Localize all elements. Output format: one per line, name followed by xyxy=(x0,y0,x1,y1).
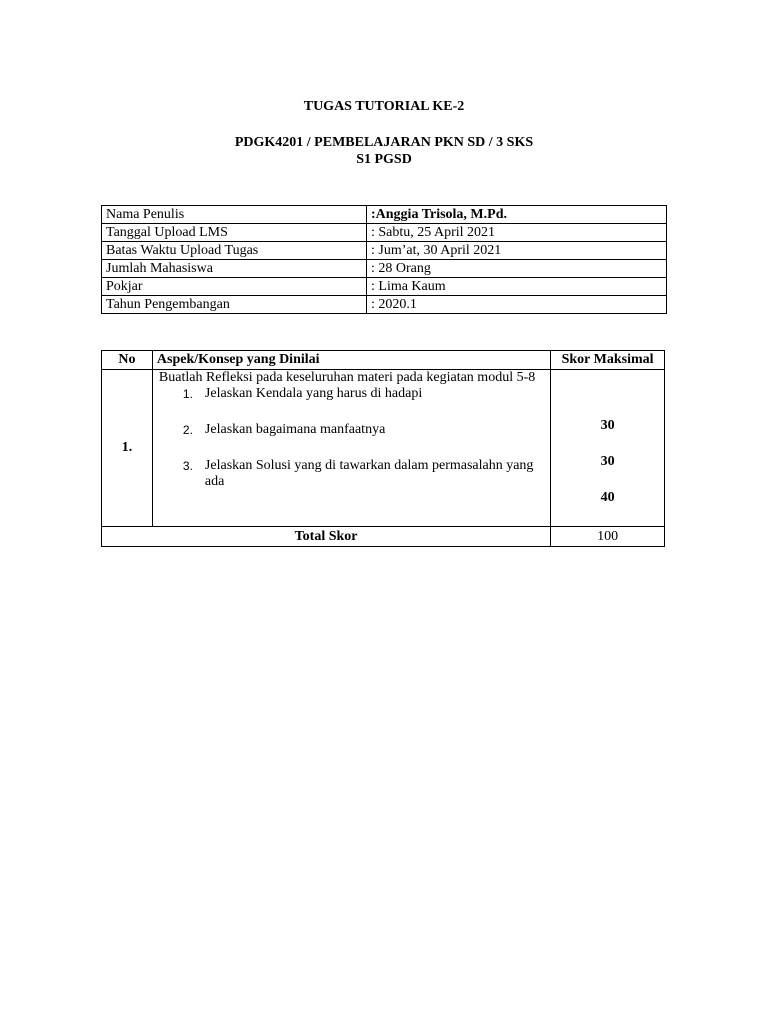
score-cell xyxy=(551,370,665,527)
aspect-cell xyxy=(152,370,550,527)
info-label: Jumlah Mahasiswa xyxy=(102,260,367,278)
table-row xyxy=(102,242,667,260)
info-value: : Jum’at, 30 April 2021 xyxy=(367,242,667,260)
table-header-row xyxy=(102,351,665,370)
info-value: :Anggia Trisola, M.Pd. xyxy=(367,206,667,224)
info-label: Pokjar xyxy=(102,278,367,296)
info-label: Tahun Pengembangan xyxy=(102,296,367,314)
info-value: : Lima Kaum xyxy=(367,278,667,296)
item-score: 30 xyxy=(600,454,615,469)
info-value: : Sabtu, 25 April 2021 xyxy=(367,224,667,242)
list-item xyxy=(183,458,546,490)
total-value: 100 xyxy=(551,527,665,547)
item-number: 3. xyxy=(182,459,193,473)
item-text: Jelaskan Solusi yang di tawarkan dalam permasalahn yang ada xyxy=(204,458,534,489)
item-score: 40 xyxy=(600,490,615,505)
info-table xyxy=(101,205,667,314)
table-row xyxy=(102,370,665,527)
list-item xyxy=(183,422,546,438)
info-label: Tanggal Upload LMS xyxy=(102,224,367,242)
info-value: : 28 Orang xyxy=(367,260,667,278)
info-label: Nama Penulis xyxy=(102,206,367,224)
info-label: Batas Waktu Upload Tugas xyxy=(102,242,367,260)
total-label: Total Skor xyxy=(102,527,551,547)
column-header-aspect: Aspek/Konsep yang Dinilai xyxy=(152,351,550,370)
table-row xyxy=(102,278,667,296)
aspect-intro: Buatlah Refleksi pada keseluruhan materi pada kegiatan modul 5-8 xyxy=(158,370,536,385)
item-number: 1. xyxy=(182,387,193,401)
document-title: TUGAS TUTORIAL KE-2 xyxy=(303,99,465,114)
column-header-no: No xyxy=(102,351,153,370)
score-table xyxy=(101,350,665,547)
item-number: 2. xyxy=(182,423,193,437)
item-score: 30 xyxy=(600,418,615,433)
program-title: S1 PGSD xyxy=(356,152,412,167)
table-row xyxy=(102,296,667,314)
table-row xyxy=(102,224,667,242)
item-text: Jelaskan Kendala yang harus di hadapi xyxy=(204,386,423,401)
table-row xyxy=(102,260,667,278)
course-title: PDGK4201 / PEMBELAJARAN PKN SD / 3 SKS xyxy=(234,135,534,150)
info-value: : 2020.1 xyxy=(367,296,667,314)
total-row xyxy=(102,527,665,547)
table-row xyxy=(102,206,667,224)
list-item xyxy=(183,386,546,402)
item-text: Jelaskan bagaimana manfaatnya xyxy=(204,422,386,437)
row-number: 1. xyxy=(102,370,153,527)
column-header-max-score: Skor Maksimal xyxy=(551,351,665,370)
